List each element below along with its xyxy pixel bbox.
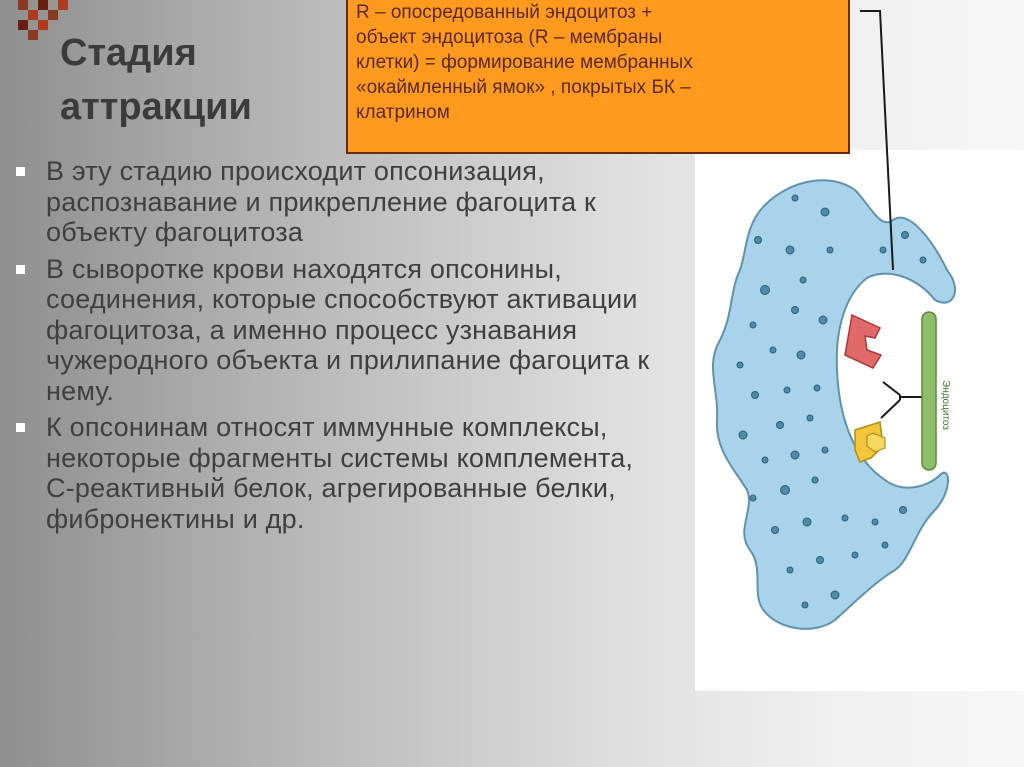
decor-square xyxy=(48,10,58,20)
title-line-2: аттракции xyxy=(60,86,252,128)
bullet-square-icon xyxy=(16,265,25,274)
bullet-list xyxy=(14,156,664,540)
bullet-text: В эту стадию происходит опсонизация, распознавание и прикрепление фагоцита к объекту фагоцитоза xyxy=(46,156,597,247)
decor-square xyxy=(18,20,28,30)
callout-text: R – опосредованный эндоцитоз + объект эндоцитоза (R – мембраны клетки) = формирование мембранных «окаймленный ямок» , покрытых БК – клатрином xyxy=(356,2,693,123)
decor-square xyxy=(28,30,38,40)
decor-square xyxy=(28,10,38,20)
decor-square xyxy=(38,20,48,30)
callout-box xyxy=(346,0,850,154)
decor-square xyxy=(58,0,68,10)
bullet-item xyxy=(14,254,664,407)
decor-square xyxy=(18,0,28,10)
endocytosis-label: Эндоцитоз xyxy=(940,380,951,430)
red-receptor xyxy=(845,315,881,368)
decor-square xyxy=(38,0,48,10)
phagocyte-cell-shape xyxy=(713,180,955,629)
bullet-square-icon xyxy=(16,423,25,432)
bullet-square-icon xyxy=(16,167,25,176)
bullet-item xyxy=(14,156,664,248)
green-object xyxy=(922,312,936,470)
antibody-shape xyxy=(881,382,923,418)
bullet-text: В сыворотке крови находятся опсонины, соединения, которые способствуют активации фагоцитоза, а именно процесс узнавания чужеродного объекта и прилипание фагоцита к нему. xyxy=(46,253,650,406)
slide-title xyxy=(60,26,350,134)
bullet-text: К опсонинам относят иммунные комплексы, некоторые фрагменты системы комплемента, С-реактивный белок, агрегированные белки, фибронектины и др. xyxy=(46,412,634,534)
title-line-1: Стадия xyxy=(60,32,197,74)
bullet-item xyxy=(14,412,664,534)
callout-pointer-line xyxy=(850,0,910,290)
